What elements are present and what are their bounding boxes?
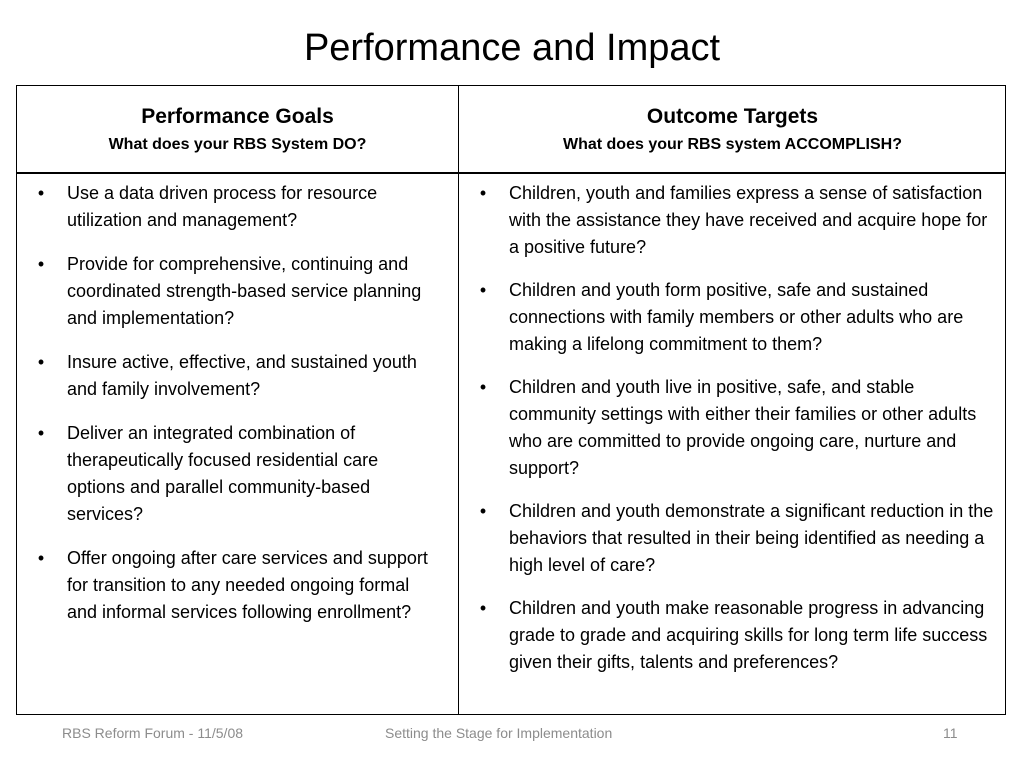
list-item: [469, 374, 996, 482]
bullet-icon: •: [479, 598, 487, 618]
outcome-targets-list-cell: [459, 174, 1006, 692]
outcome-targets-list: [469, 180, 996, 676]
bullet-icon: •: [479, 280, 487, 300]
performance-goals-heading: Performance Goals: [141, 105, 334, 128]
performance-goals-list-cell: [17, 174, 458, 643]
list-item: [27, 349, 440, 403]
outcome-targets-heading: Outcome Targets: [646, 105, 819, 128]
bullet-icon: •: [479, 377, 487, 397]
list-item-text: Children and youth live in positive, safe, and stable community settings with either their families or other adults who are committed to provide ongoing care, nurture and support?: [509, 377, 977, 478]
list-item-text: Children and youth form positive, safe and sustained connections with family members or other adults who are making a lifelong commitment to them?: [509, 280, 964, 354]
outcome-targets-header: [459, 86, 1006, 172]
bullet-icon: •: [37, 548, 45, 568]
performance-goals-subheading: What does your RBS System DO?: [108, 136, 367, 153]
outcome-targets-subheading: What does your RBS system ACCOMPLISH?: [562, 136, 902, 153]
bullet-icon: •: [479, 501, 487, 521]
goals-targets-table: [16, 85, 1006, 715]
list-item: [469, 180, 996, 261]
list-item: [27, 420, 440, 528]
slide-title: Performance and Impact: [303, 27, 721, 69]
list-item: [27, 180, 440, 234]
list-item: [27, 251, 440, 332]
bullet-icon: •: [37, 183, 45, 203]
list-item-text: Insure active, effective, and sustained youth and family involvement?: [67, 352, 417, 399]
list-item: [27, 545, 440, 626]
list-item: [469, 595, 996, 676]
page-number: 11: [943, 725, 958, 741]
performance-goals-header: [17, 86, 458, 172]
list-item-text: Offer ongoing after care services and support for transition to any needed ongoing formal and informal services following enrollment?: [67, 548, 428, 622]
bullet-icon: •: [479, 183, 487, 203]
list-item-text: Children, youth and families express a sense of satisfaction with the assistance they have received and acquire hope for a positive future?: [509, 183, 988, 257]
performance-goals-list: [27, 180, 440, 626]
bullet-icon: •: [37, 352, 45, 372]
list-item: [469, 498, 996, 579]
list-item-text: Provide for comprehensive, continuing and coordinated strength-based service planning and implementation?: [67, 254, 422, 328]
bullet-icon: •: [37, 423, 45, 443]
list-item-text: Children and youth make reasonable progress in advancing grade to grade and acquiring skills for long term life success given their gifts, talents and preferences?: [509, 598, 988, 672]
footer-section-title: Setting the Stage for Implementation: [385, 725, 613, 741]
bullet-icon: •: [37, 254, 45, 274]
footer-event-label: RBS Reform Forum - 11/5/08: [62, 725, 244, 741]
list-item: [469, 277, 996, 358]
list-item-text: Use a data driven process for resource utilization and management?: [67, 183, 378, 230]
list-item-text: Deliver an integrated combination of therapeutically focused residential care options and parallel community-based services?: [67, 423, 379, 524]
list-item-text: Children and youth demonstrate a significant reduction in the behaviors that resulted in their being identified as needing a high level of care?: [509, 501, 994, 575]
